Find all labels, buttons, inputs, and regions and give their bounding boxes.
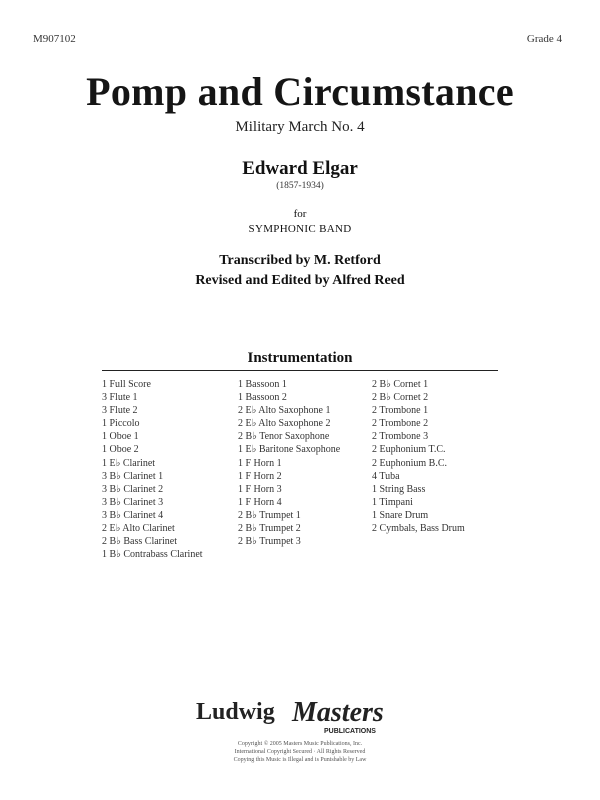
copyright-line: International Copyright Secured · All Rights Reserved	[234, 749, 366, 755]
instrumentation-divider	[102, 370, 498, 371]
instrument-item: 1 Timpani	[372, 496, 413, 508]
instrument-item: 2 Trombone 1	[372, 405, 429, 417]
instrument-item: 1 Snare Drum	[372, 509, 429, 521]
instrument-item: 1 Piccolo	[102, 418, 140, 430]
logo-publications: PUBLICATIONS	[324, 728, 376, 735]
logo-word-masters: Masters	[292, 697, 384, 728]
instrument-item: 3 B♭ Clarinet 4	[102, 509, 164, 521]
instrument-item: 2 E♭ Alto Clarinet	[102, 523, 175, 535]
subtitle: Military March No. 4	[235, 119, 365, 135]
publisher-logo	[190, 697, 410, 737]
instrument-item: 1 B♭ Contrabass Clarinet	[102, 549, 203, 561]
transcription-credit: Transcribed by M. Retford	[219, 253, 381, 268]
instrument-item: 2 Trombone 2	[372, 418, 429, 430]
instrument-item: 2 B♭ Bass Clarinet	[102, 536, 177, 548]
instrument-item: 2 B♭ Trumpet 1	[238, 509, 301, 521]
for-label: for	[293, 208, 307, 220]
instrument-item: 3 Flute 2	[102, 405, 138, 417]
logo-word-ludwig: Ludwig	[196, 699, 275, 725]
instrument-item: 1 E♭ Baritone Saxophone	[238, 444, 341, 456]
instrument-item: 2 Trombone 3	[372, 431, 429, 443]
instrument-item: 1 F Horn 3	[238, 483, 282, 495]
composer-dates: (1857-1934)	[276, 181, 324, 191]
composer-name: Edward Elgar	[242, 158, 358, 179]
grade-label: Grade 4	[526, 33, 562, 45]
instrument-item: 2 B♭ Trumpet 3	[238, 536, 301, 548]
instrument-item: 2 Euphonium T.C.	[372, 444, 446, 456]
instrument-item: 1 Full Score	[102, 379, 151, 390]
page-title: Pomp and Circumstance	[86, 69, 514, 114]
instrument-item: 1 Bassoon 1	[238, 379, 287, 390]
instrument-column-3	[372, 378, 465, 535]
revision-credit: Revised and Edited by Alfred Reed	[195, 273, 405, 288]
instrument-item: 3 B♭ Clarinet 2	[102, 483, 164, 495]
instrument-item: 2 B♭ Trumpet 2	[238, 523, 301, 535]
instrument-item: 1 F Horn 1	[238, 457, 282, 469]
instrument-item: 1 Bassoon 2	[238, 392, 287, 404]
instrument-item: 2 B♭ Cornet 1	[372, 379, 429, 390]
instrument-item: 1 String Bass	[372, 483, 426, 495]
copyright-line: Copying this Music is Illegal and is Punishable by Law	[233, 757, 367, 763]
instrument-item: 3 Flute 1	[102, 392, 138, 404]
copyright-line: Copyright © 2005 Masters Music Publications, Inc.	[237, 741, 363, 747]
instrumentation-heading: Instrumentation	[247, 350, 353, 366]
instrument-item: 2 Euphonium B.C.	[372, 457, 448, 469]
instrument-item: 3 B♭ Clarinet 3	[102, 496, 164, 508]
instrument-item: 1 F Horn 4	[238, 496, 282, 508]
instrument-column-1	[102, 378, 203, 561]
instrument-item: 1 E♭ Clarinet	[102, 457, 156, 469]
instrument-item: 2 B♭ Tenor Saxophone	[238, 431, 330, 443]
instrument-item: 1 Oboe 2	[102, 444, 139, 456]
instrument-column-2	[238, 378, 340, 548]
catalog-number: M907102	[33, 33, 76, 45]
instrument-item: 2 B♭ Cornet 2	[372, 392, 429, 404]
instrument-item: 1 F Horn 2	[238, 470, 282, 482]
instrument-item: 2 E♭ Alto Saxophone 2	[238, 418, 331, 430]
copyright-notice	[150, 740, 450, 764]
instrument-item: 2 Cymbals, Bass Drum	[372, 523, 465, 535]
instrument-item: 1 Oboe 1	[102, 431, 139, 443]
instrument-item: 3 B♭ Clarinet 1	[102, 470, 164, 482]
instrument-item: 4 Tuba	[372, 470, 400, 482]
ensemble-name: SYMPHONIC BAND	[248, 223, 352, 235]
instrument-item: 2 E♭ Alto Saxophone 1	[238, 405, 331, 417]
